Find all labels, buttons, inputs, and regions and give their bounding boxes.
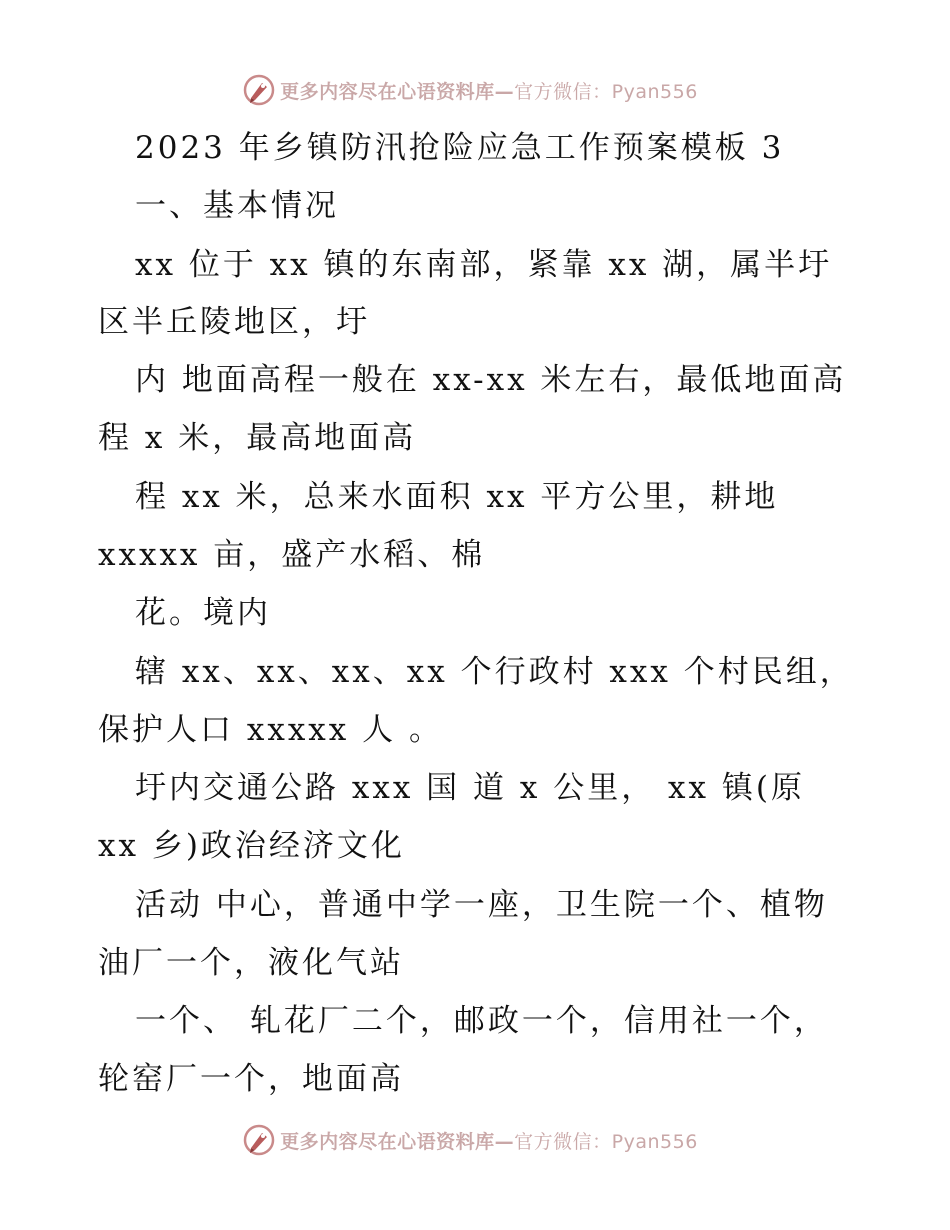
watermark-wechat-text: 官方微信：Pyan556 xyxy=(514,80,698,103)
paragraph-line: 程 x 米，最高地面高 xyxy=(98,420,417,456)
paragraph-line: 辖 xx、xx、xx、xx 个行政村 xxx 个村民组， xyxy=(135,654,854,690)
paragraph-line: 区半丘陵地区，圩 xyxy=(98,304,370,340)
watermark-wechat-text: 官方微信：Pyan556 xyxy=(514,1130,698,1153)
paragraph-line: 一个、 轧花厂二个，邮政一个，信用社一个， xyxy=(135,1003,828,1039)
paragraph-line: 油厂一个，液化气站 xyxy=(98,945,404,981)
paragraph-line: 轮窑厂一个，地面高 xyxy=(98,1061,404,1097)
pen-nib-logo-icon xyxy=(242,73,276,107)
section-heading: 一、基本情况 xyxy=(135,188,339,224)
paragraph-line: 内 地面高程一般在 xx-xx 米左右，最低地面高 xyxy=(135,362,847,398)
paragraph-line: xx 乡)政治经济文化 xyxy=(98,828,405,864)
paragraph-line: 活动 中心，普通中学一座，卫生院一个、植物 xyxy=(135,887,828,923)
paragraph-line: xx 位于 xx 镇的东南部，紧靠 xx 湖，属半圩 xyxy=(135,247,833,283)
paragraph-line: 圩内交通公路 xxx 国 道 x 公里， xx 镇(原 xyxy=(135,770,805,806)
watermark-site-text: 更多内容尽在心语资料库 xyxy=(280,80,495,103)
watermark-banner-top xyxy=(0,70,950,110)
paragraph-line: 程 xx 米，总来水面积 xx 平方公里，耕地 xyxy=(135,479,779,515)
document-title: 2023 年乡镇防汛抢险应急工作预案模板 3 xyxy=(135,130,785,166)
watermark-separator: — xyxy=(494,80,515,103)
paragraph-line: 花。境内 xyxy=(135,595,271,631)
pen-nib-logo-icon xyxy=(242,1123,276,1157)
watermark-separator: — xyxy=(494,1130,515,1153)
paragraph-line: xxxxx 亩，盛产水稻、棉 xyxy=(98,537,486,573)
watermark-site-text: 更多内容尽在心语资料库 xyxy=(280,1130,495,1153)
paragraph-line: 保护人口 xxxxx 人 。 xyxy=(98,712,443,748)
watermark-banner-bottom xyxy=(0,1120,950,1160)
